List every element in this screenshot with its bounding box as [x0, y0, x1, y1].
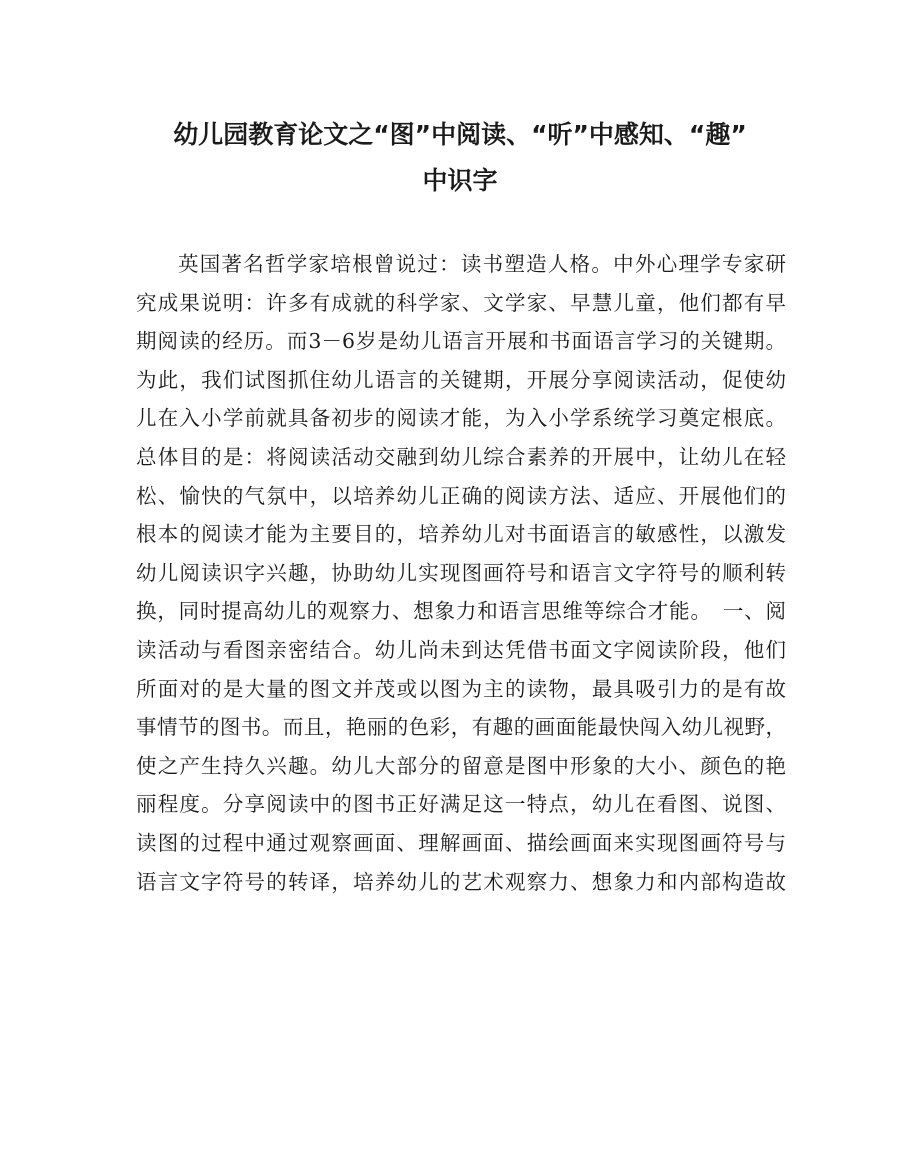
- body-line: 总体目的是：将阅读活动交融到幼儿综合素养的开展中，让幼儿在轻: [136, 444, 786, 469]
- body-line: 期阅读的经历。而3－6岁是幼儿语言开展和书面语言学习的关键期。: [136, 329, 786, 354]
- body-line: 读活动与看图亲密结合。幼儿尚未到达凭借书面文字阅读阶段，他们: [136, 637, 786, 662]
- title-line-2: 中识字: [422, 166, 498, 195]
- body-paragraph: [136, 245, 786, 901]
- body-line: 事情节的图书。而且，艳丽的色彩，有趣的画面能最快闯入幼儿视野，: [136, 715, 786, 740]
- body-line: 根本的阅读才能为主要目的，培养幼儿对书面语言的敏感性，以激发: [136, 522, 786, 547]
- body-line: 幼儿阅读识字兴趣，协助幼儿实现图画符号和语言文字符号的顺利转: [136, 560, 786, 585]
- body-line: 松、愉快的气氛中，以培养幼儿正确的阅读方法、适应、开展他们的: [136, 483, 786, 508]
- body-line: 读图的过程中通过观察画面、理解画面、描绘画面来实现图画符号与: [136, 830, 786, 855]
- body-line: 儿在入小学前就具备初步的阅读才能，为入小学系统学习奠定根底。: [136, 406, 786, 431]
- title-line-1: 幼儿园教育论文之“图”中阅读、“听”中感知、“趣”: [173, 120, 747, 149]
- body-line: 英国著名哲学家培根曾说过：读书塑造人格。中外心理学专家研: [178, 252, 786, 276]
- document-title: [120, 112, 800, 204]
- body-line: 丽程度。分享阅读中的图书正好满足这一特点，幼儿在看图、说图、: [136, 792, 786, 817]
- body-line: 为此，我们试图抓住幼儿语言的关键期，开展分享阅读活动，促使幼: [136, 367, 786, 392]
- body-line: 究成果说明：许多有成就的科学家、文学家、早慧儿童，他们都有早: [136, 290, 786, 315]
- body-line: 语言文字符号的转译，培养幼儿的艺术观察力、想象力和内部构造故: [136, 869, 786, 894]
- body-line: 所面对的是大量的图文并茂或以图为主的读物，最具吸引力的是有故: [136, 676, 786, 701]
- body-line: 换，同时提高幼儿的观察力、想象力和语言思维等综合才能。 一、阅: [136, 599, 786, 624]
- body-line: 使之产生持久兴趣。幼儿大部分的留意是图中形象的大小、颜色的艳: [136, 753, 786, 778]
